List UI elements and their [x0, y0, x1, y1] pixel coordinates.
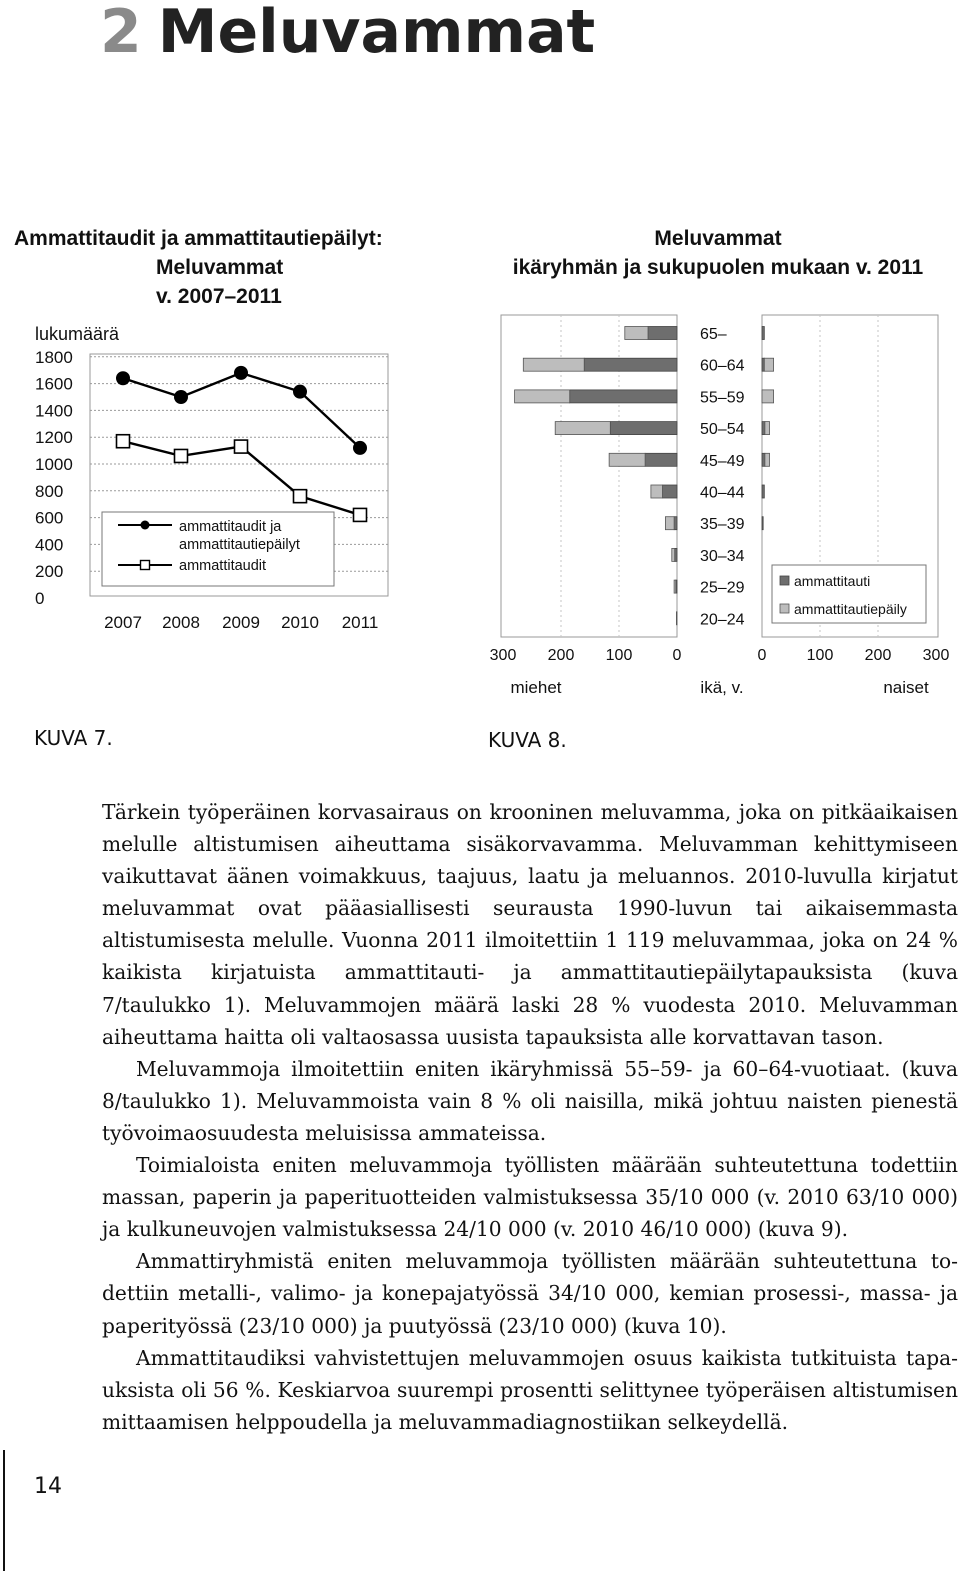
- data-point-square: [175, 449, 188, 462]
- figure7-title-line-2: Meluvammat: [156, 256, 284, 279]
- data-point-filled: [353, 441, 367, 455]
- y-tick-label: 400: [35, 535, 64, 555]
- x-tick-label: 2008: [162, 613, 200, 632]
- bar-men-ammattitauti: [610, 422, 677, 435]
- paragraph-3: Toimialoista eniten meluvammoja työllisten määrään suhteutettuna todettiin massan, paperin ja paperituotteiden valmistuksessa 35/10 000 (v. 2010 63/10 000) ja kulkuneuvojen valmistuksessa 24/10 000 (v. 2010 46/10 000) (kuva 9).: [102, 1153, 958, 1242]
- bar-men-ammattitautiepaily: [676, 612, 677, 625]
- age-group-label: 40–44: [700, 484, 745, 502]
- bar-women-ammattitauti: [762, 485, 764, 498]
- x-tick-men: 0: [672, 647, 682, 664]
- legend-label-ammattitautiepaily: ammattitautiepäily: [794, 601, 907, 617]
- bar-men-ammattitauti: [584, 358, 677, 371]
- figure8-title-line-2: ikäryhmän ja sukupuolen mukaan v. 2011: [512, 256, 924, 279]
- center-axis-label: ikä, v.: [700, 678, 744, 697]
- paragraph-4: Ammattiryhmistä eniten meluvammoja työllisten määrään suhteutettuna todettiin metalli-, valimo- ja konepajatyössä 34/10 000, kemian prosessi-, massa- ja paperityössä (23/10 000) ja puutyössä (23/10 000) (kuva 10).: [102, 1249, 958, 1338]
- legend-swatch-ammattitautiepaily: [780, 604, 789, 613]
- bar-men-ammattitautiepaily: [665, 517, 674, 530]
- legend-marker-filled: [141, 521, 150, 530]
- chapter-title: Meluvammat: [157, 0, 596, 67]
- y-tick-label: 1200: [35, 428, 73, 448]
- x-tick-men: 100: [605, 647, 633, 664]
- figure7-title-line-3: v. 2007–2011: [156, 285, 282, 308]
- data-point-square: [235, 440, 248, 453]
- bar-men-ammattitautiepaily: [651, 485, 663, 498]
- chapter-number: 2: [100, 0, 142, 67]
- data-point-filled: [116, 371, 130, 385]
- page-number: 14: [34, 1474, 62, 1499]
- women-label: naiset: [883, 678, 929, 697]
- age-group-label: 60–64: [700, 357, 745, 375]
- bar-women-ammattitauti: [762, 453, 765, 466]
- x-tick-label: 2010: [281, 613, 319, 632]
- data-point-square: [294, 490, 307, 503]
- y-tick-label: 800: [35, 481, 64, 501]
- bar-men-ammattitauti: [674, 517, 677, 530]
- y-tick-label: 200: [35, 562, 64, 582]
- legend-label-1a: ammattitaudit ja: [179, 519, 282, 535]
- bar-men-ammattitautiepaily: [672, 548, 675, 561]
- bar-men-ammattitauti: [648, 327, 677, 340]
- x-tick-women: 100: [806, 647, 834, 664]
- x-tick-label: 2009: [222, 613, 260, 632]
- x-tick-women: 0: [757, 647, 767, 664]
- paragraph-2: Meluvammoja ilmoitettiin eniten ikäryhmissä 55–59- ja 60–64-vuotiaat. (kuva 8/taulukko 1). Meluvammoista vain 8 % oli naisilla, mikä johtuu naisten pienestä työvoimaosuudesta meluisissa ammateissa.: [102, 1056, 958, 1145]
- data-point-filled: [234, 366, 248, 380]
- figure7-caption: KUVA 7.: [34, 726, 113, 750]
- bar-women-ammattitauti: [762, 422, 765, 435]
- age-group-label: 25–29: [700, 579, 745, 597]
- bar-men-ammattitautiepaily: [523, 358, 584, 371]
- legend-swatch-ammattitauti: [780, 576, 789, 585]
- age-group-label: 45–49: [700, 452, 745, 470]
- data-point-square: [354, 508, 367, 521]
- figure8-title-line-1: Meluvammat: [654, 227, 782, 250]
- men-label: miehet: [510, 678, 562, 697]
- bar-men-ammattitautiepaily: [625, 327, 648, 340]
- bar-men-ammattitauti: [663, 485, 678, 498]
- age-group-label: 20–24: [700, 611, 745, 629]
- bar-men-ammattitautiepaily: [609, 453, 645, 466]
- body-text: [102, 796, 958, 1438]
- age-group-label: 30–34: [700, 547, 745, 565]
- age-group-label: 55–59: [700, 389, 745, 407]
- y-tick-label: 600: [35, 508, 64, 528]
- y-tick-label: 1800: [35, 347, 73, 367]
- x-tick-women: 300: [922, 647, 950, 664]
- bar-men-ammattitautiepaily: [674, 580, 676, 593]
- age-group-label: 35–39: [700, 516, 745, 534]
- x-tick-men: 200: [547, 647, 575, 664]
- bar-men-ammattitautiepaily: [515, 390, 570, 403]
- age-group-label: 65–: [700, 326, 727, 343]
- paragraph-5: Ammattitaudiksi vahvistettujen meluvammojen osuus kaikista tutkituista tapauksista oli 56 %. Keskiarvoa suurempi prosentti selittynee työperäisen altistumisen mittaamisen helppoudella ja meluvammadiagnostiikan selkeydellä.: [102, 1345, 958, 1434]
- data-point-square: [117, 435, 130, 448]
- bar-women-ammattitauti: [762, 517, 763, 530]
- legend-label-2: ammattitaudit: [179, 558, 267, 574]
- bar-men-ammattitauti: [645, 453, 677, 466]
- legend-marker-square: [141, 561, 150, 570]
- y-tick-label: 1400: [35, 401, 73, 421]
- figure8-caption: KUVA 8.: [488, 728, 567, 752]
- y-tick-label: 0: [35, 589, 45, 608]
- x-tick-label: 2011: [341, 613, 379, 632]
- age-group-label: 50–54: [700, 421, 745, 439]
- data-point-filled: [174, 390, 188, 404]
- bar-men-ammattitautiepaily: [555, 422, 610, 435]
- figure7-title-line-1: Ammattitaudit ja ammattitautiepäilyt:: [14, 227, 383, 250]
- bar-women-ammattitautiepaily: [762, 390, 774, 403]
- legend-label-1b: ammattitautiepäilyt: [179, 537, 300, 553]
- bar-women-ammattitautiepaily: [765, 453, 770, 466]
- page-margin-rule: [3, 1450, 5, 1571]
- y-tick-label: 1000: [35, 455, 73, 474]
- legend-label-ammattitauti: ammattitauti: [794, 573, 871, 589]
- figure8-butterfly-chart: [470, 305, 960, 710]
- y-tick-label: 1600: [35, 374, 73, 394]
- chapter-heading: [100, 0, 595, 72]
- y-axis-label: lukumäärä: [35, 324, 120, 344]
- bar-women-ammattitautiepaily: [764, 358, 773, 371]
- bar-women-ammattitauti: [762, 327, 764, 340]
- x-tick-label: 2007: [104, 613, 142, 632]
- data-point-filled: [293, 385, 307, 399]
- bar-women-ammattitautiepaily: [765, 422, 770, 435]
- figure7-line-chart: [0, 310, 470, 650]
- paragraph-1: Tärkein työperäinen korvasairaus on krooninen meluvamma, joka on pitkäaikaisen melulle altistumisen aiheuttama sisäkorvavamma. Meluvamman kehittymiseen vaikuttavat äänen voimakkuus, taajuus, laatu ja meluannos. 2010-luvulla kirjatut meluvammat ovat pääasiallisesti seurausta 1990-luvun tai aikaisemmasta altistumisesta melulle. Vuonna 2011 ilmoitettiin 1 119 meluvammaa, joka on 24 % kaikista kirjatuista ammattitauti- ja ammattitautiepäilytapauksista (kuva 7/taulukko 1). Meluvammojen määrä laski 28 % vuodesta 2010. Meluvamman aiheuttama haitta oli valtaosassa uusista tapauksista alle korvattavan tason.: [102, 800, 958, 1049]
- x-tick-men: 300: [489, 647, 517, 664]
- bar-men-ammattitauti: [570, 390, 677, 403]
- x-tick-women: 200: [864, 647, 892, 664]
